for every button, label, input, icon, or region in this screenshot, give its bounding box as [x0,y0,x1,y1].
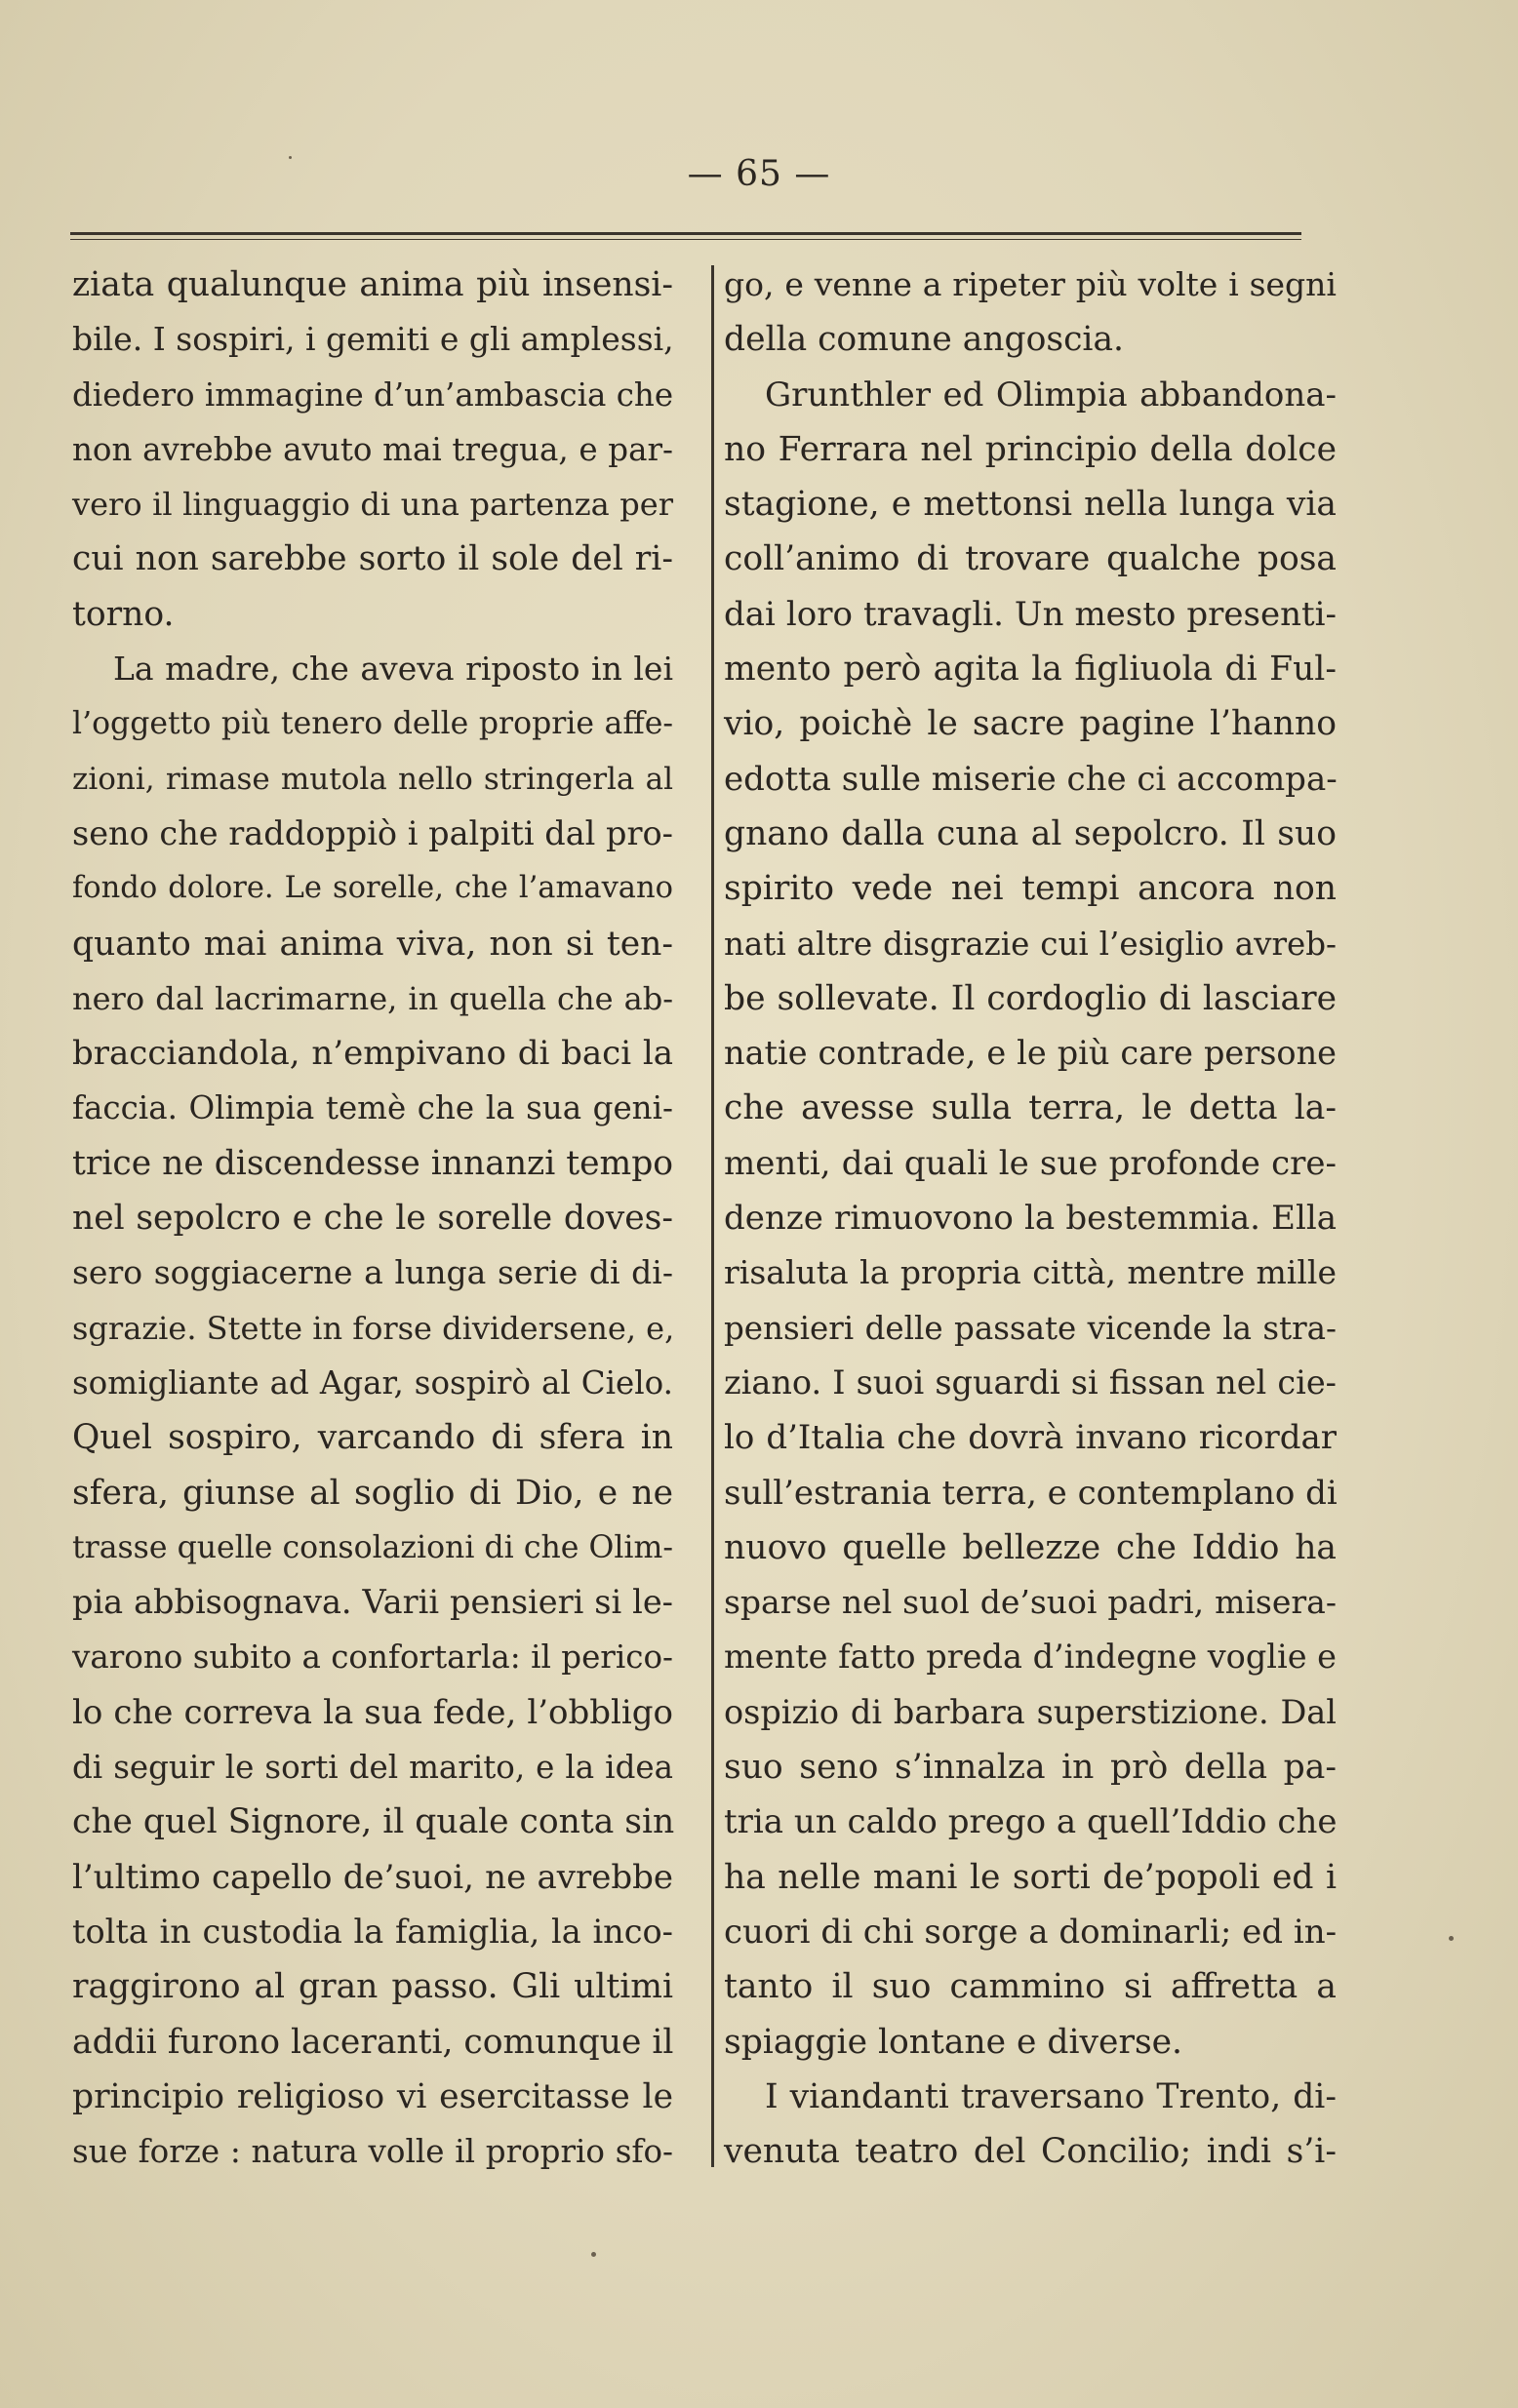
text-line: trasse quelle consolazioni di che Olim- [72,1529,673,1565]
text-line: sue forze : natura volle il proprio sfo- [72,2133,673,2171]
text-line: denze rimuovono la bestemmia. Ella [724,1199,1337,1239]
text-line: raggirono al gran passo. Gli ultimi [72,1967,673,2007]
text-line: quanto mai anima viva, non si ten- [72,924,673,964]
text-line: di seguir le sorti del marito, e la idea [72,1749,673,1787]
text-line: della comune angoscia. [724,320,1124,360]
text-line: gnano dalla cuna al sepolcro. Il suo [724,813,1337,853]
right-text-column [724,257,1337,2179]
text-line: stagione, e mettonsi nella lunga via [724,485,1337,525]
text-line: spirito vede nei tempi ancora non [724,869,1337,909]
text-line: sgrazie. Stette in forse dividersene, e, [72,1309,675,1347]
text-line: pensieri delle passate vicende la stra- [724,1309,1337,1347]
text-line: cuori di chi sorge a dominarli; ed in- [724,1912,1338,1952]
text-line: nuovo quelle bellezze che Iddio ha [724,1527,1337,1567]
text-line: go, e venne a ripeter più volte i segni [724,265,1337,303]
header-rule [70,232,1301,235]
column-divider [711,265,714,2167]
text-line: cui non sarebbe sorto il sole del ri- [72,539,673,579]
text-line: diedero immagine d’un’ambascia che [72,375,674,414]
text-line: no Ferrara nel principio della dolce [724,429,1337,469]
text-line: tolta in custodia la famiglia, la inco- [72,1912,673,1951]
text-line: dai loro travagli. Un mesto presenti- [724,594,1337,634]
text-line: ziata qualunque anima più insensi- [72,265,673,304]
text-line: ospizio di barbara superstizione. Dal [724,1692,1337,1731]
text-line: tria un caldo prego a quell’Iddio che [724,1802,1338,1842]
text-line: somigliante ad Agar, sospirò al Cielo. [72,1363,673,1401]
text-line: vero il linguaggio di una partenza per [72,486,673,524]
text-line: La madre, che aveva riposto in lei [113,650,673,689]
text-line: bile. I sospiri, i gemiti e gli amplessi, [72,320,674,359]
header-rule-thin [70,239,1301,240]
text-line: zioni, rimase mutola nello stringerla al [72,761,673,797]
text-line: be sollevate. Il cordoglio di lasciare [724,978,1337,1018]
paper-speck [1449,1936,1454,1941]
text-line: spiaggie lontane e diverse. [724,2022,1183,2062]
text-line: l’ultimo capello de’suoi, ne avrebbe [72,1857,673,1897]
text-line: principio religioso vi esercitasse le [72,2076,673,2116]
text-line: Quel sospiro, varcando di sfera in [72,1418,673,1458]
text-line: bracciandola, n’empivano di baci la [72,1034,673,1074]
text-line: nel sepolcro e che le sorelle doves- [72,1199,673,1239]
text-line: trice ne discendesse innanzi tempo [72,1143,674,1183]
text-line: seno che raddoppiò i palpiti dal pro- [72,813,673,852]
text-line: addii furono laceranti, comunque il [72,2022,674,2062]
text-line: suo seno s’innalza in prò della pa- [724,1748,1337,1788]
paper-speck [591,2252,596,2257]
text-line: venuta teatro del Concilio; indi s’i- [724,2132,1337,2172]
paper-speck [289,156,292,159]
text-line: mento però agita la figliuola di Ful- [724,650,1337,690]
text-line: tanto il suo cammino si affretta a [724,1967,1337,2007]
text-line: non avrebbe avuto mai tregua, e par- [72,430,673,468]
text-line: risaluta la propria città, mentre mille [724,1253,1337,1292]
text-line: varono subito a confortarla: il perico- [72,1638,673,1677]
text-line: torno. [72,594,175,634]
text-line: nero dal lacrimarne, in quella che ab- [72,979,673,1017]
text-line: sparse nel suol de’suoi padri, misera- [724,1583,1337,1622]
text-line: che avesse sulla terra, le detta la- [724,1088,1337,1128]
text-line: l’oggetto più tenero delle proprie affe- [72,706,673,742]
left-text-column [72,257,673,2179]
page-number: — 65 — [687,154,831,194]
text-line: lo che correva la sua fede, l’obbligo [72,1692,673,1732]
text-line: Grunthler ed Olimpia abbandona- [765,375,1337,414]
text-line: ziano. I suoi sguardi si fissan nel cie- [724,1362,1337,1401]
text-line: edotta sulle miserie che ci accompa- [724,759,1338,799]
text-line: sero soggiacerne a lunga serie di di- [72,1253,673,1292]
text-line: che quel Signore, il quale conta sin [72,1802,675,1842]
text-line: lo d’Italia che dovrà invano ricordar [724,1418,1337,1458]
text-line: vio, poichè le sacre pagine l’hanno [724,704,1337,744]
text-line: sfera, giunse al soglio di Dio, e ne [72,1473,673,1513]
text-line: I viandanti traversano Trento, di- [765,2076,1337,2116]
text-line: sull’estrania terra, e contemplano di [724,1473,1338,1513]
text-line: mente fatto preda d’indegne voglie e [724,1638,1337,1677]
text-line: menti, dai quali le sue profonde cre- [724,1143,1337,1183]
text-line: nati altre disgrazie cui l’esiglio avreb- [724,925,1337,963]
text-line: coll’animo di trovare qualche posa [724,539,1337,579]
text-line: pia abbisognava. Varii pensieri si le- [72,1583,673,1622]
text-line: fondo dolore. Le sorelle, che l’amavano [72,871,673,906]
text-line: faccia. Olimpia temè che la sua geni- [72,1089,673,1127]
text-line: ha nelle mani le sorti de’popoli ed i [724,1857,1337,1897]
text-line: natie contrade, e le più care persone [724,1034,1337,1073]
